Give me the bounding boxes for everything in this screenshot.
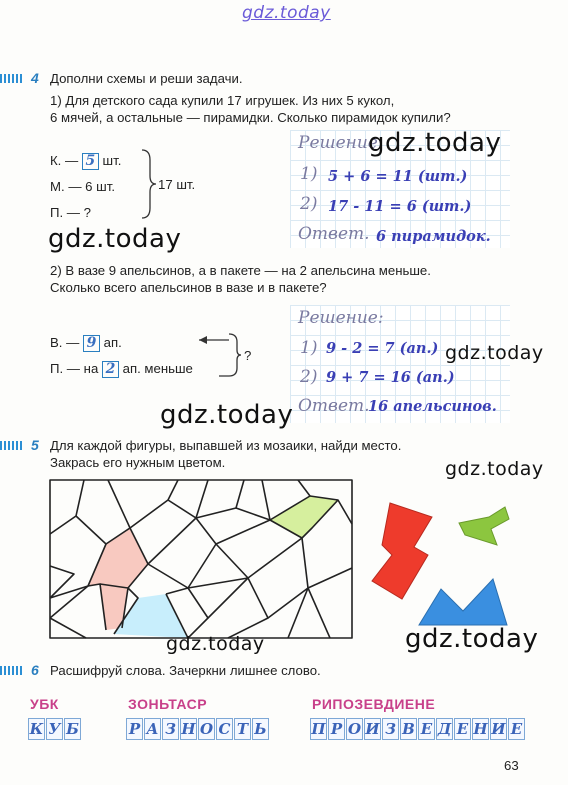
scheme-label: П. — на <box>50 361 99 376</box>
letter-cell[interactable]: И <box>491 720 506 738</box>
page-number: 63 <box>504 758 519 773</box>
letter-cell[interactable]: О <box>347 720 362 738</box>
scheme-label: В. — <box>50 335 80 350</box>
scheme-row-pyramids: П. — ? <box>50 205 91 220</box>
task-2-text-line2: Сколько всего апельсинов в вазе и в пакете? <box>50 280 327 295</box>
letter-cell[interactable]: Б <box>64 718 81 740</box>
exercise-4-number: 4 <box>31 70 39 86</box>
comparison-arrow <box>195 330 245 380</box>
letter-cell[interactable]: Т <box>234 718 251 740</box>
scheme-unit: шт. <box>102 153 122 168</box>
loose-piece-blue <box>415 575 510 630</box>
scheme-label: М. — 6 <box>50 179 93 194</box>
solution-expression: 9 + 7 = 16 (ап.) <box>326 369 455 386</box>
scheme-row-bag <box>50 360 193 378</box>
letter-cell[interactable]: А <box>144 718 161 740</box>
answer-box[interactable]: 2 <box>102 361 119 378</box>
scheme-row-balls <box>50 178 115 195</box>
letter-cell[interactable]: П <box>311 720 326 738</box>
solution-expression: 9 - 2 = 7 (ап.) <box>326 340 439 357</box>
watermark: gdz.today <box>368 128 502 158</box>
watermark: gdz.today <box>405 624 539 654</box>
letter-cell[interactable]: Р <box>126 718 143 740</box>
letter-cell[interactable]: О <box>199 720 214 738</box>
code-word: РИПОЗЕВДИЕНЕ <box>312 696 436 712</box>
answer-word-3[interactable] <box>310 718 526 740</box>
letter-cell[interactable]: У <box>46 718 63 740</box>
scheme-question: ? <box>244 348 252 363</box>
scheme-unit: шт. <box>96 179 115 194</box>
solution-step-number: 1) <box>300 338 318 358</box>
solution-step-number: 2) <box>300 367 318 387</box>
exercise-5-number: 5 <box>31 437 39 453</box>
letter-cell[interactable]: С <box>216 718 233 740</box>
exercise-6-title: Расшифруй слова. Зачеркни лишнее слово. <box>50 663 321 678</box>
exercise-4-title: Дополни схемы и реши задачи. <box>50 71 243 86</box>
exercise-6-number: 6 <box>31 662 39 678</box>
letter-cell[interactable]: Р <box>328 718 345 740</box>
solution-heading: Решение: <box>298 308 384 328</box>
solution-step-number: 1) <box>300 164 318 184</box>
answer-text: 16 апельсинов. <box>368 398 497 415</box>
answer-box[interactable]: 5 <box>82 153 99 170</box>
watermark: gdz.today <box>48 224 182 254</box>
letter-cell[interactable]: З <box>162 718 179 740</box>
solution-heading: Решение <box>298 133 378 153</box>
code-word: ЗОНЬТАСР <box>128 696 208 712</box>
mosaic-piece-green <box>270 496 338 538</box>
letter-cell[interactable]: И <box>365 720 380 738</box>
task-1-text-line2: 6 мячей, а остальные — пирамидки. Сколько пирамидок купили? <box>50 110 451 125</box>
task-1-text-line1: 1) Для детского сада купили 17 игрушек. Из них 5 кукол, <box>50 93 395 108</box>
answer-box[interactable]: 9 <box>83 335 100 352</box>
letter-cell[interactable]: Ь <box>252 718 269 740</box>
watermark: gdz.today <box>445 342 544 364</box>
scheme-total: 17 шт. <box>158 177 196 192</box>
task-2-text-line1: 2) В вазе 9 апельсинов, а в пакете — на 2 апельсина меньше. <box>50 263 431 278</box>
scheme-unit: ап. меньше <box>122 361 193 376</box>
scheme-unit: ап. <box>103 335 122 350</box>
exercise-marker <box>0 666 22 675</box>
exercise-5-text-line2: Закрась его нужным цветом. <box>50 455 226 470</box>
letter-cell[interactable]: Е <box>418 718 435 740</box>
scheme-row-dolls <box>50 152 121 170</box>
solution-step-number: 2) <box>300 194 318 214</box>
letter-cell[interactable]: Е <box>508 718 525 740</box>
loose-piece-green <box>455 505 515 550</box>
letter-cell[interactable]: К <box>29 720 44 738</box>
scheme-row-vase <box>50 334 122 352</box>
letter-cell[interactable]: В <box>400 718 417 740</box>
mosaic-picture <box>48 478 354 640</box>
letter-cell[interactable]: Д <box>437 720 452 738</box>
answer-word-1[interactable] <box>28 718 82 740</box>
letter-cell[interactable]: Н <box>181 720 196 738</box>
answer-word-2[interactable] <box>126 718 270 740</box>
answer-text: 6 пирамидок. <box>376 228 491 245</box>
exercise-5-text-line1: Для каждой фигуры, выпавшей из мозаики, найди место. <box>50 438 402 453</box>
exercise-marker <box>0 74 22 83</box>
letter-cell[interactable]: Н <box>473 720 488 738</box>
watermark: gdz.today <box>445 458 544 480</box>
answer-label: Ответ. <box>298 396 370 416</box>
answer-label: Ответ. <box>298 224 370 244</box>
watermark: gdz.today <box>160 400 294 430</box>
scheme-label: К. — <box>50 153 79 168</box>
curly-brace <box>140 148 160 220</box>
letter-cell[interactable]: З <box>382 718 399 740</box>
solution-expression: 5 + 6 = 11 (шт.) <box>328 168 468 185</box>
code-word: УБК <box>30 696 59 712</box>
solution-expression: 17 - 11 = 6 (шт.) <box>328 198 472 215</box>
watermark: gdz.today <box>166 633 265 655</box>
exercise-marker <box>0 441 22 450</box>
watermark-top[interactable]: gdz.today <box>242 3 331 23</box>
letter-cell[interactable]: Е <box>454 718 471 740</box>
